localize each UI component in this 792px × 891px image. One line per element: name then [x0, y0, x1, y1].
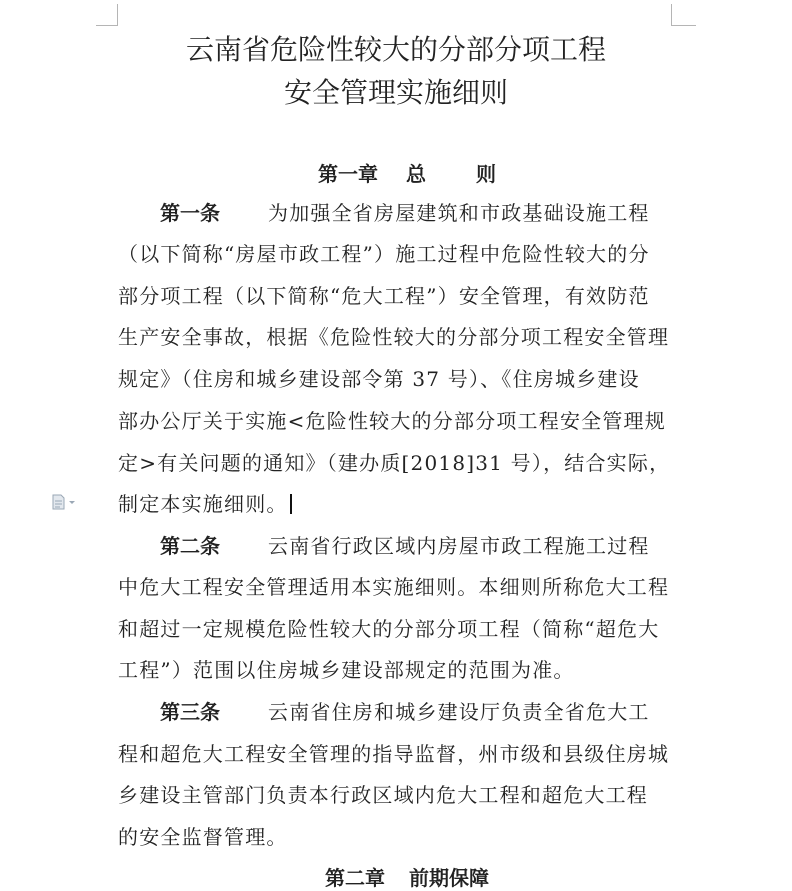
article-1-line[interactable]: （以下简称“房屋市政工程”）施工过程中危险性较大的分 [118, 242, 650, 266]
article-1-line[interactable] [118, 200, 678, 226]
article-text: 制定本实施细则。 [118, 492, 288, 516]
chapter-title: 前期保障 [409, 866, 489, 890]
article-2-line[interactable]: 中危大工程安全管理适用本实施细则。本细则所称危大工程 [118, 575, 670, 599]
text-cursor [290, 494, 292, 514]
article-3-line[interactable]: 乡建设主管部门负责本行政区域内危大工程和超危大工程 [118, 783, 648, 807]
article-text: 云南省行政区域内房屋市政工程施工过程 [268, 534, 650, 558]
article-1-line[interactable]: 定>有关问题的通知》（建办质[2018]31 号），结合实际， [118, 451, 671, 475]
chapter-title-char: 总 [406, 162, 426, 186]
chapter-label: 第二章 [325, 866, 385, 890]
margin-corner-top-left [96, 4, 118, 26]
article-1-line[interactable]: 部办公厅关于实施<危险性较大的分部分项工程安全管理规 [118, 409, 666, 433]
chapter-heading-2 [0, 862, 792, 891]
article-2-line[interactable] [118, 533, 678, 559]
article-3-line[interactable] [118, 699, 678, 725]
article-1-line[interactable]: 规定》（住房和城乡建设部令第 37 号）、《住房城乡建设 [118, 367, 640, 391]
article-1-line[interactable]: 部分项工程（以下简称“危大工程”）安全管理，有效防范 [118, 284, 650, 308]
article-1-line[interactable]: 生产安全事故，根据《危险性较大的分部分项工程安全管理 [118, 325, 670, 349]
paragraph-options-icon[interactable] [51, 494, 79, 510]
article-3-line[interactable]: 程和超危大工程安全管理的指导监督，州市级和县级住房城 [118, 742, 670, 766]
article-1-line[interactable] [118, 491, 678, 517]
article-2-line[interactable]: 工程”）范围以住房城乡建设部规定的范围为准。 [118, 658, 575, 682]
article-label: 第三条 [160, 700, 220, 724]
chapter-title-char: 则 [476, 162, 496, 186]
article-label: 第一条 [160, 201, 220, 225]
margin-corner-top-right [671, 4, 696, 26]
article-2-line[interactable]: 和超过一定规模危险性较大的分部分项工程（简称“超危大 [118, 617, 660, 641]
chapter-label: 第一章 [318, 162, 378, 186]
document-title-line1: 云南省危险性较大的分部分项工程 [185, 33, 606, 66]
document-title-line2: 安全管理实施细则 [283, 76, 508, 109]
article-text: 为加强全省房屋建筑和市政基础设施工程 [268, 201, 650, 225]
article-text: 云南省住房和城乡建设厅负责全省危大工 [268, 700, 650, 724]
article-label: 第二条 [160, 534, 220, 558]
chapter-heading-1 [0, 158, 792, 187]
article-3-line[interactable]: 的安全监督管理。 [118, 825, 288, 849]
